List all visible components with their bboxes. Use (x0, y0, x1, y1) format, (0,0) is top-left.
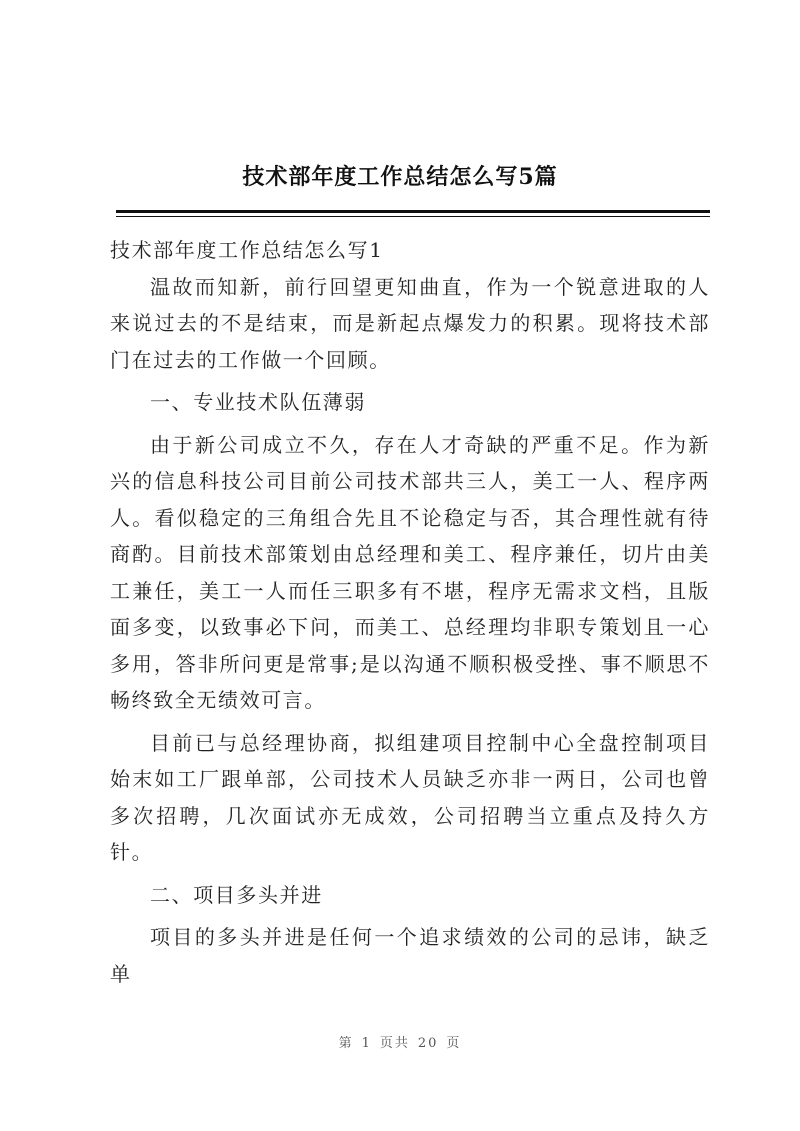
section-heading-2: 二、项目多头并进 (150, 882, 323, 907)
title-rule-thick (116, 210, 710, 213)
footer-prefix: 第 (338, 1036, 354, 1051)
page-footer (0, 1032, 800, 1051)
paragraph-staff: 由于新公司成立不久，存在人才奇缺的严重不足。作为新兴的信息科技公司目前公司技术部共三人，美工一人、程序两人。看似稳定的三角组合先且不论稳定与否，其合理性就有待商酌。目前技术部策划由总经理和美工、程序兼任，切片由美工兼任，美工一人而任三职多有不堪，程序无需求文档，且版面多变，以致事必下问，而美工、总经理均非职专策划且一心多用，答非所问更是常事;是以沟通不顺积极受挫、事不顺思不畅终致全无绩效可言。 (110, 432, 710, 712)
paragraph-projects: 项目的多头并进是任何一个追求绩效的公司的忌讳，缺乏单 (110, 925, 710, 986)
document-title: 技术部年度工作总结怎么写5篇 (242, 164, 558, 190)
total-pages-number: 20 (417, 1036, 439, 1051)
paragraph-plan: 目前已与总经理协商，拟组建项目控制中心全盘控制项目始末如工厂跟单部，公司技术人员缺乏亦非一两日，公司也曾多次招聘，几次面试亦无成效，公司招聘当立重点及持久方针。 (110, 730, 710, 864)
section-heading-1: 一、专业技术队伍薄弱 (150, 390, 366, 414)
current-page-number: 1 (361, 1036, 372, 1051)
title-rule-thin (116, 216, 710, 217)
footer-mid: 页共 (379, 1036, 410, 1051)
footer-suffix: 页 (446, 1036, 462, 1051)
section-subtitle: 技术部年度工作总结怎么写1 (110, 238, 384, 262)
paragraph-intro: 温故而知新，前行回望更知曲直，作为一个锐意进取的人来说过去的不是结束，而是新起点爆发力的积累。现将技术部门在过去的工作做一个回顾。 (110, 274, 710, 372)
document-body (110, 226, 710, 992)
